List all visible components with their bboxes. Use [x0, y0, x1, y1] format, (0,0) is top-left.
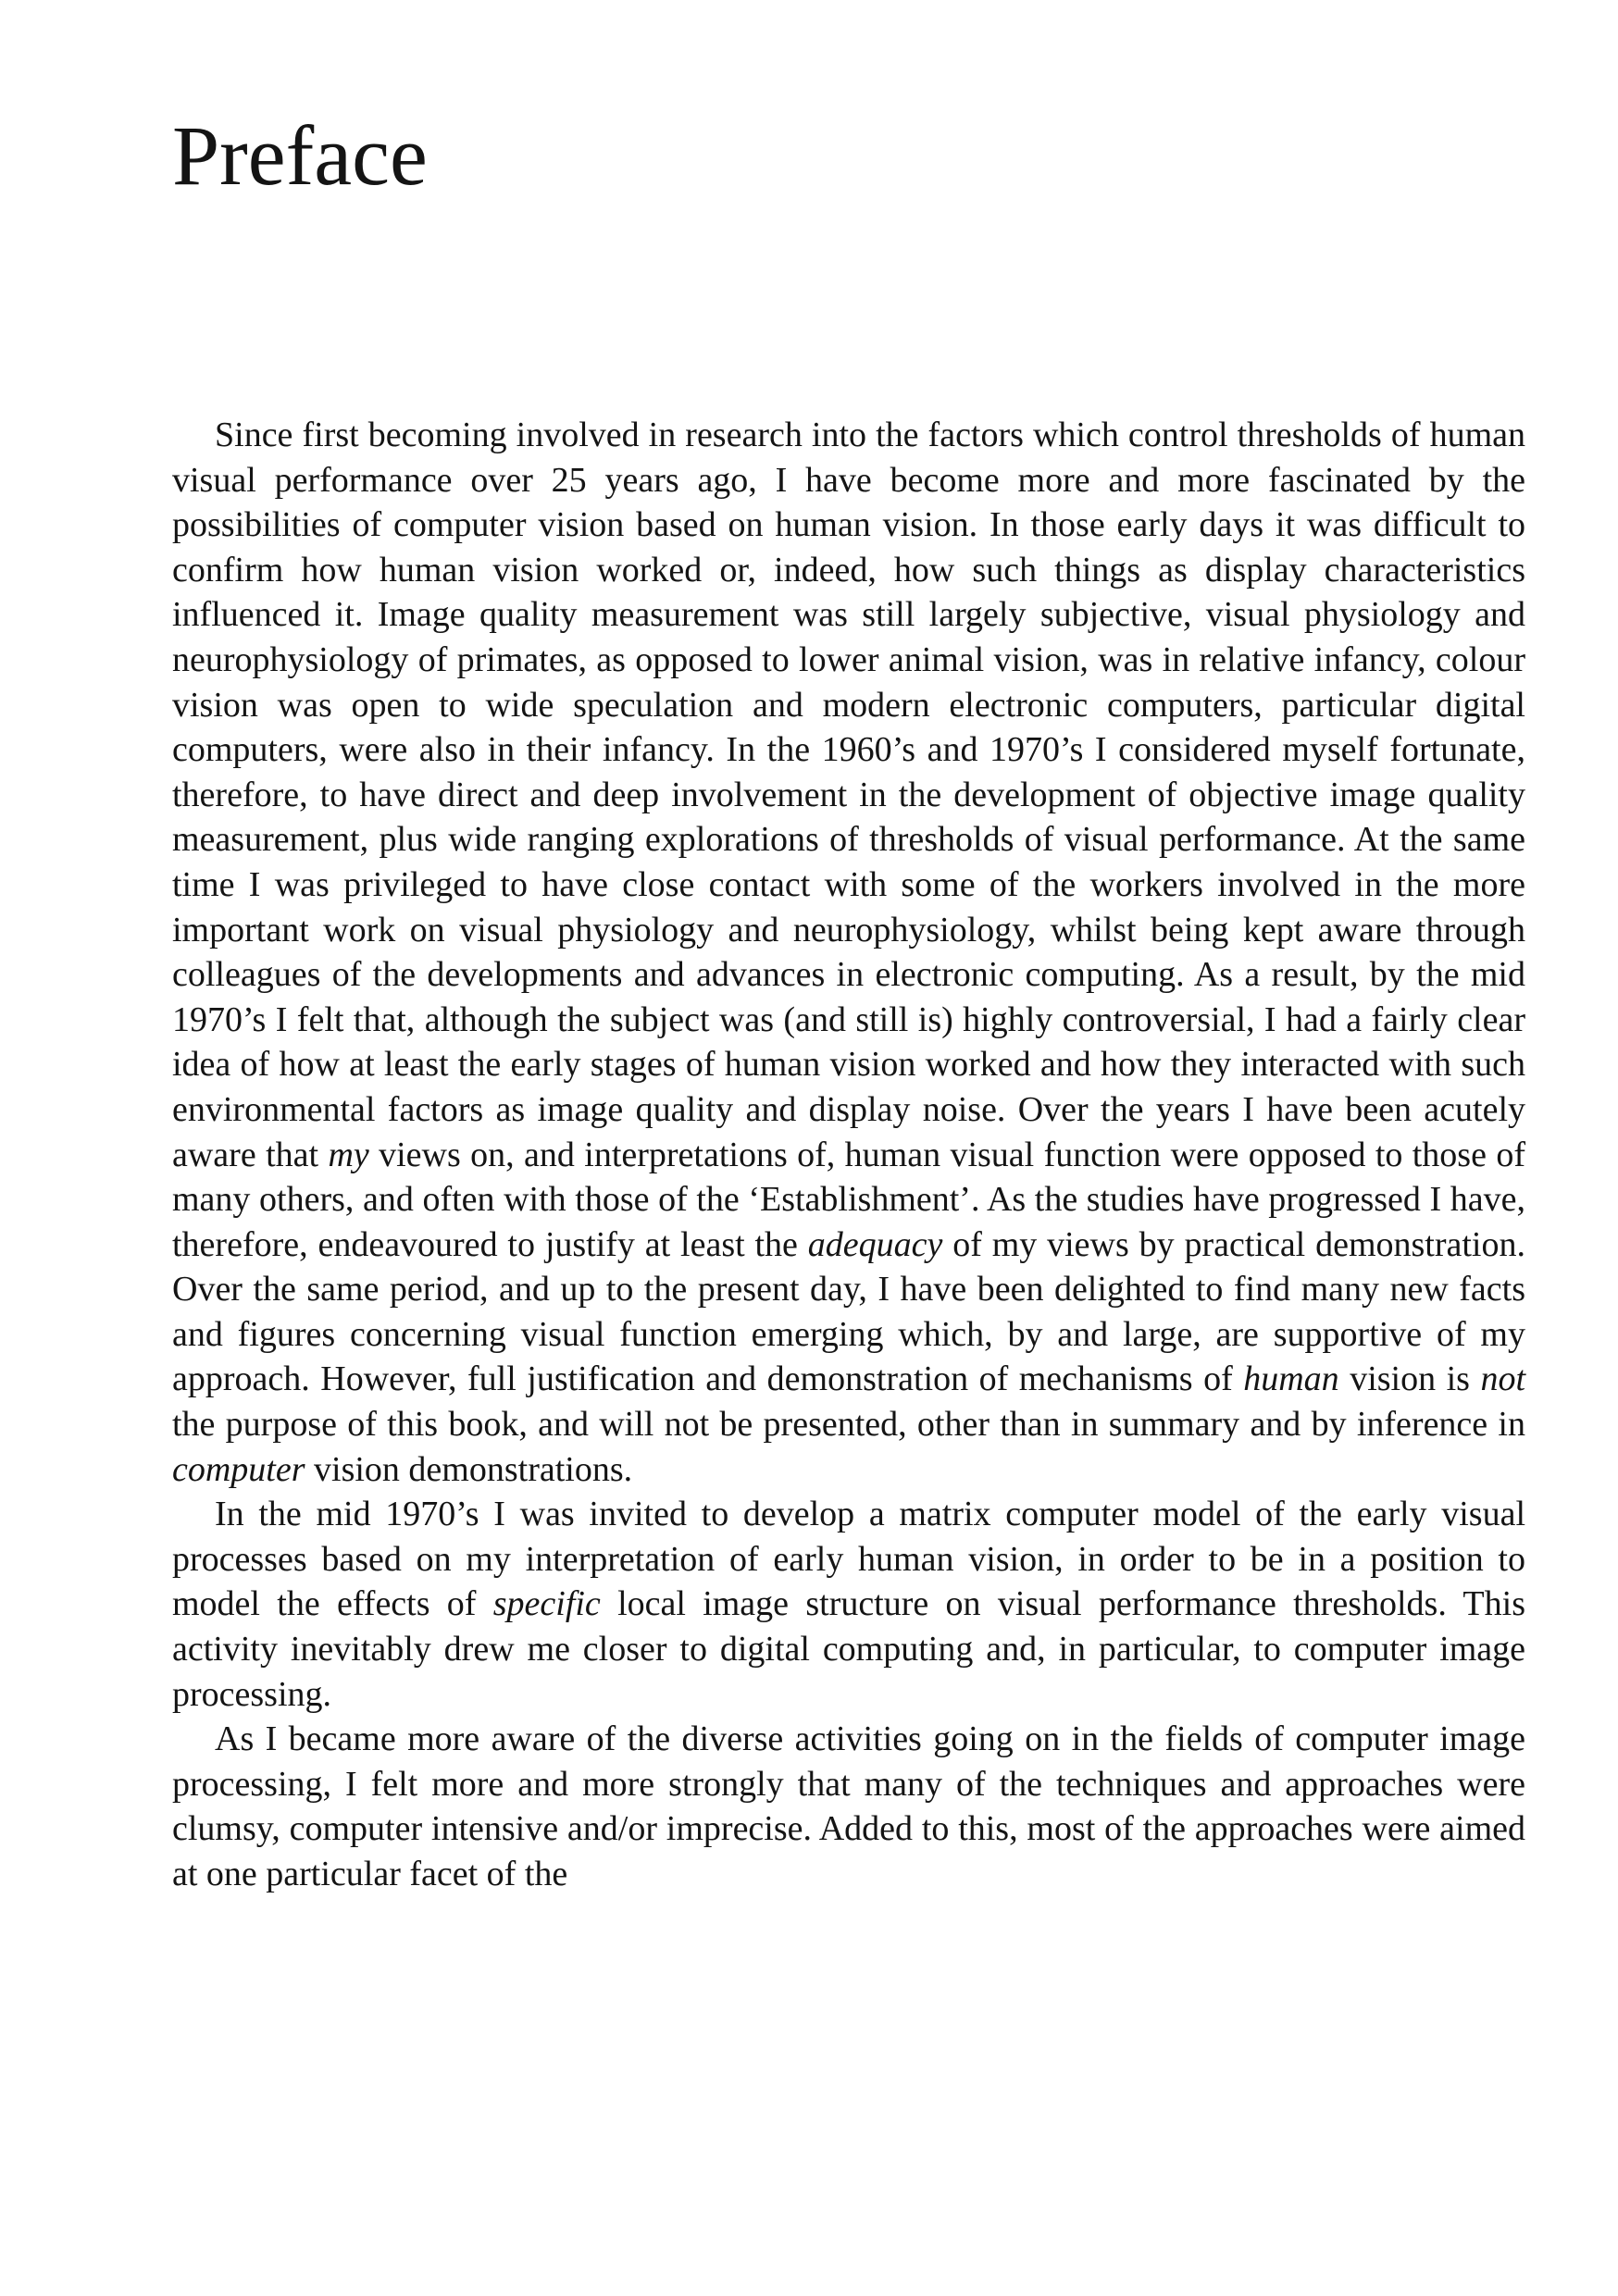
text-run: local image structure on visual performance thresholds. This activity inevitably drew me closer to digital computing and, in particular, to computer image processing.: [172, 1584, 1525, 1714]
text-run: In the mid 1970’s I was invited to develop a matrix computer model of the early visual processes based on my interpretation of early human vision, in order to be in a position to model the effects of: [172, 1495, 1525, 1624]
emphasis-text: my: [328, 1135, 369, 1174]
emphasis-text: specific: [492, 1584, 601, 1624]
emphasis-text: computer: [172, 1449, 305, 1489]
text-run: views on, and interpretations of, human visual function were opposed to those of many others, and often with those of the ‘Establishment’. As the studies have progressed I have, therefore, endeavoured to justify at least the: [172, 1135, 1525, 1264]
emphasis-text: human: [1243, 1359, 1339, 1399]
paragraph-2: [172, 1492, 1525, 1717]
text-run: the purpose of this book, and will not be presented, other than in summary and by inference in: [172, 1405, 1525, 1445]
text-run: Since first becoming involved in research into the factors which control thresholds of human visual performance over 25 years ago, I have become more and more fascinated by the possibilities of computer vision based on human vision. In those early days it was difficult to confirm how human vision worked or, indeed, how such things as display characteristics influenced it. Image quality measurement was still largely subjective, visual physiology and neurophysiology of primates, as opposed to lower animal vision, was in relative infancy, colour vision was open to wide speculation and modern electronic computers, particular digital computers, were also in their infancy. In the 1960’s and 1970’s I considered myself fortunate, therefore, to have direct and deep involvement in the development of objective image quality measurement, plus wide ranging explorations of thresholds of visual performance. At the same time I was privileged to have close contact with some of the workers involved in the more important work on visual physiology and neurophysiology, whilst being kept aware through colleagues of the developments and advances in electronic computing. As a result, by the mid 1970’s I felt that, although the subject was (and still is) highly controversial, I had a fairly clear idea of how at least the early stages of human vision worked and how they interacted with such environmental factors as image quality and display noise. Over the years I have been acutely aware that: [172, 416, 1525, 1174]
emphasis-text: adequacy: [807, 1224, 943, 1264]
text-run: of my views by practical demonstration. Over the same period, and up to the present day, I have been delighted to find many new facts and figures concerning visual function emerging which, by and large, are supportive of my approach. However, full justification and demonstration of mechanisms of: [172, 1224, 1525, 1399]
page-title: Preface: [172, 108, 428, 203]
body-text: [172, 413, 1525, 1897]
paragraph-3: [172, 1717, 1525, 1896]
paragraph-1: [172, 413, 1525, 1492]
text-run: vision demonstrations.: [305, 1449, 633, 1489]
text-run: vision is: [1338, 1359, 1481, 1399]
text-run: As I became more aware of the diverse activities going on in the fields of computer image processing, I felt more and more strongly that many of the techniques and approaches were clumsy, computer intensive and/or imprecise. Added to this, most of the approaches were aimed at one particular facet of the: [172, 1719, 1525, 1893]
emphasis-text: not: [1480, 1359, 1525, 1399]
